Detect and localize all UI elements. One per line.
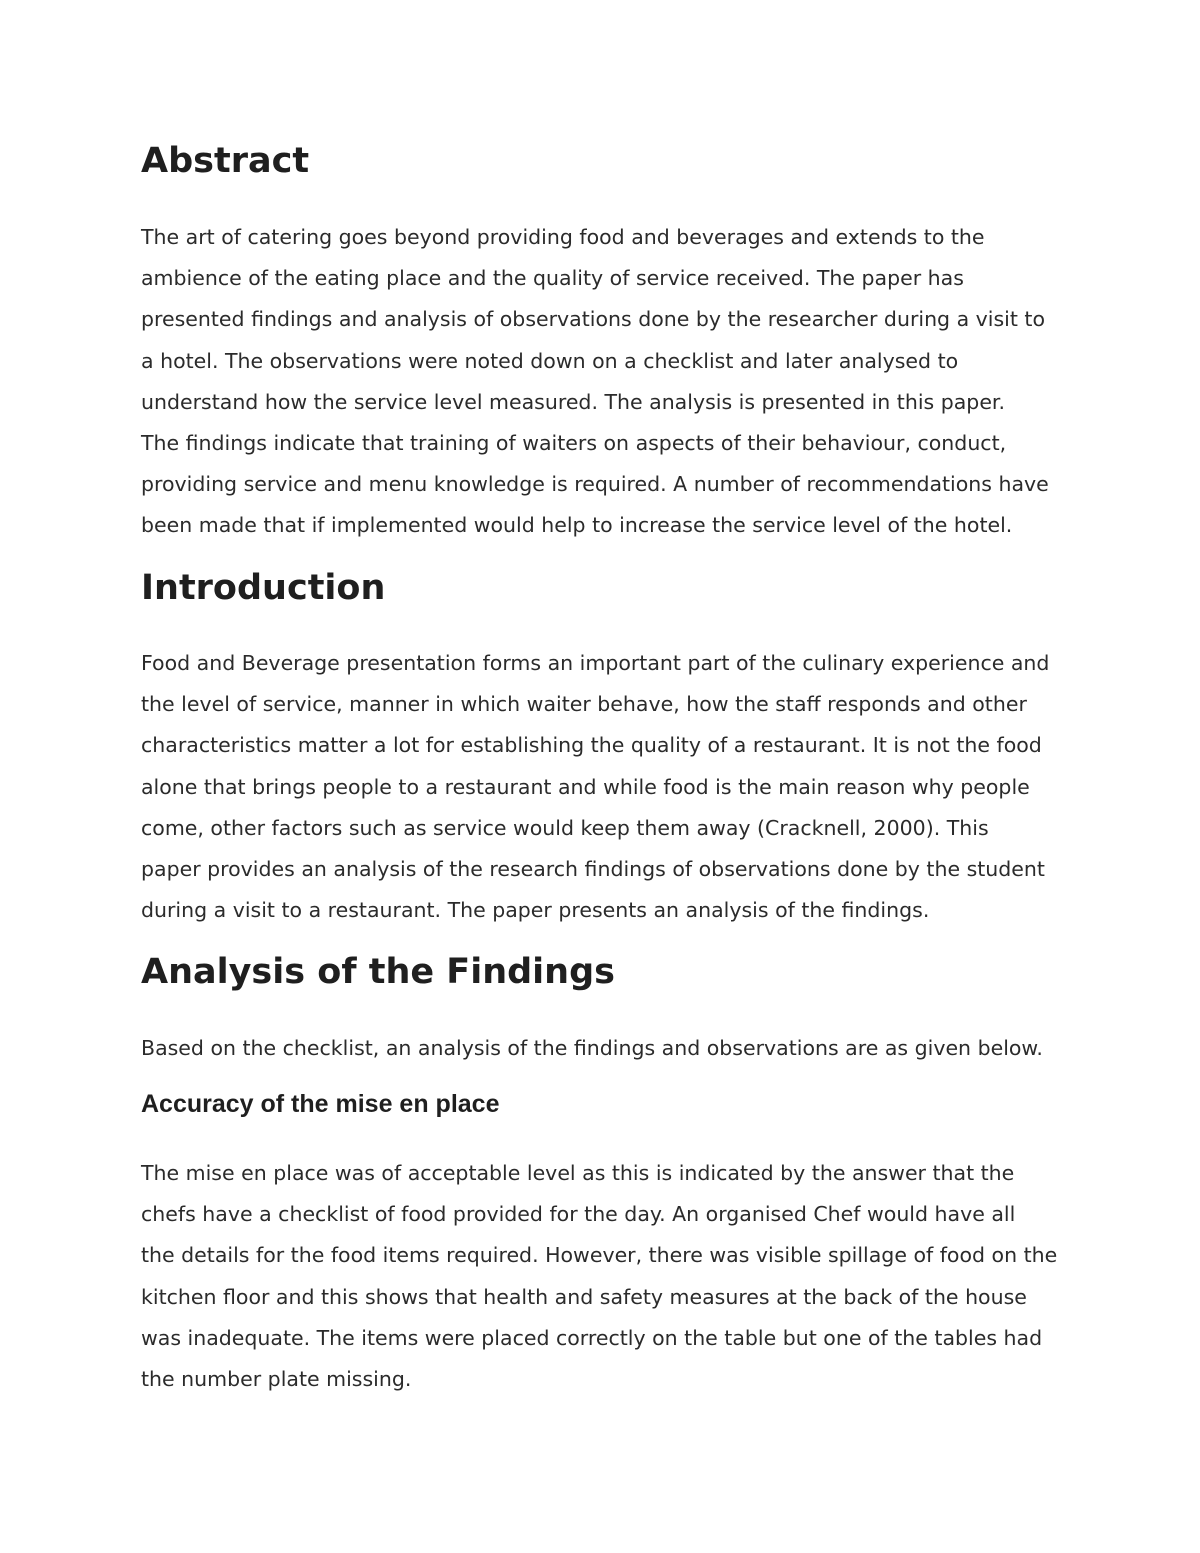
text-line: kitchen floor and this shows that health and safety measures at the back of the house [141,1284,1027,1309]
text-line: Food and Beverage presentation forms an important part of the culinary experience and [141,651,1050,675]
text-line: characteristics matter a lot for establishing the quality of a restaurant. It is not the food [141,733,1042,758]
text-line: paper provides an analysis of the research findings of observations done by the student [141,856,1045,881]
text-line: during a visit to a restaurant. The paper presents an analysis of the findings. [141,898,930,923]
text-line: been made that if implemented would help to increase the service level of the hotel. [141,513,1013,538]
text-line: a hotel. The observations were noted down on a checklist and later analysed to [141,348,959,373]
text-line: providing service and menu knowledge is required. A number of recommendations have [141,472,1049,497]
text-line: alone that brings people to a restaurant and while food is the main reason why people [141,774,1030,799]
text-line: The findings indicate that training of waiters on aspects of their behaviour, conduct, [141,430,1007,455]
text-line: was inadequate. The items were placed correctly on the table but one of the tables had [141,1325,1043,1350]
analysis-paragraph [141,1028,1043,1069]
text-line: the level of service, manner in which waiter behave, how the staff responds and other [141,692,1027,717]
text-line: Based on the checklist, an analysis of the findings and observations are as given below. [141,1036,1043,1060]
introduction-heading: Introduction [141,568,386,608]
abstract-paragraph [141,217,1049,547]
text-line: the details for the food items required. However, there was visible spillage of food on the [141,1243,1058,1268]
text-line: presented findings and analysis of observations done by the researcher during a visit to [141,307,1046,332]
text-line: understand how the service level measured. The analysis is presented in this paper. [141,389,1005,414]
text-line: ambience of the eating place and the quality of service received. The paper has [141,266,964,291]
text-line: come, other factors such as service would keep them away (Cracknell, 2000). This [141,815,989,840]
text-line: chefs have a checklist of food provided for the day. An organised Chef would have all [141,1202,1016,1227]
mise-en-place-paragraph [141,1153,1057,1400]
abstract-heading: Abstract [141,141,310,181]
text-line: The art of catering goes beyond providing food and beverages and extends to the [141,225,985,249]
text-line: The mise en place was of acceptable level as this is indicated by the answer that the [141,1161,1015,1185]
mise-en-place-subheading: Accuracy of the mise en place [141,1090,500,1118]
text-line: the number plate missing. [141,1366,412,1391]
analysis-heading: Analysis of the Findings [141,952,615,992]
introduction-paragraph [141,643,1049,931]
